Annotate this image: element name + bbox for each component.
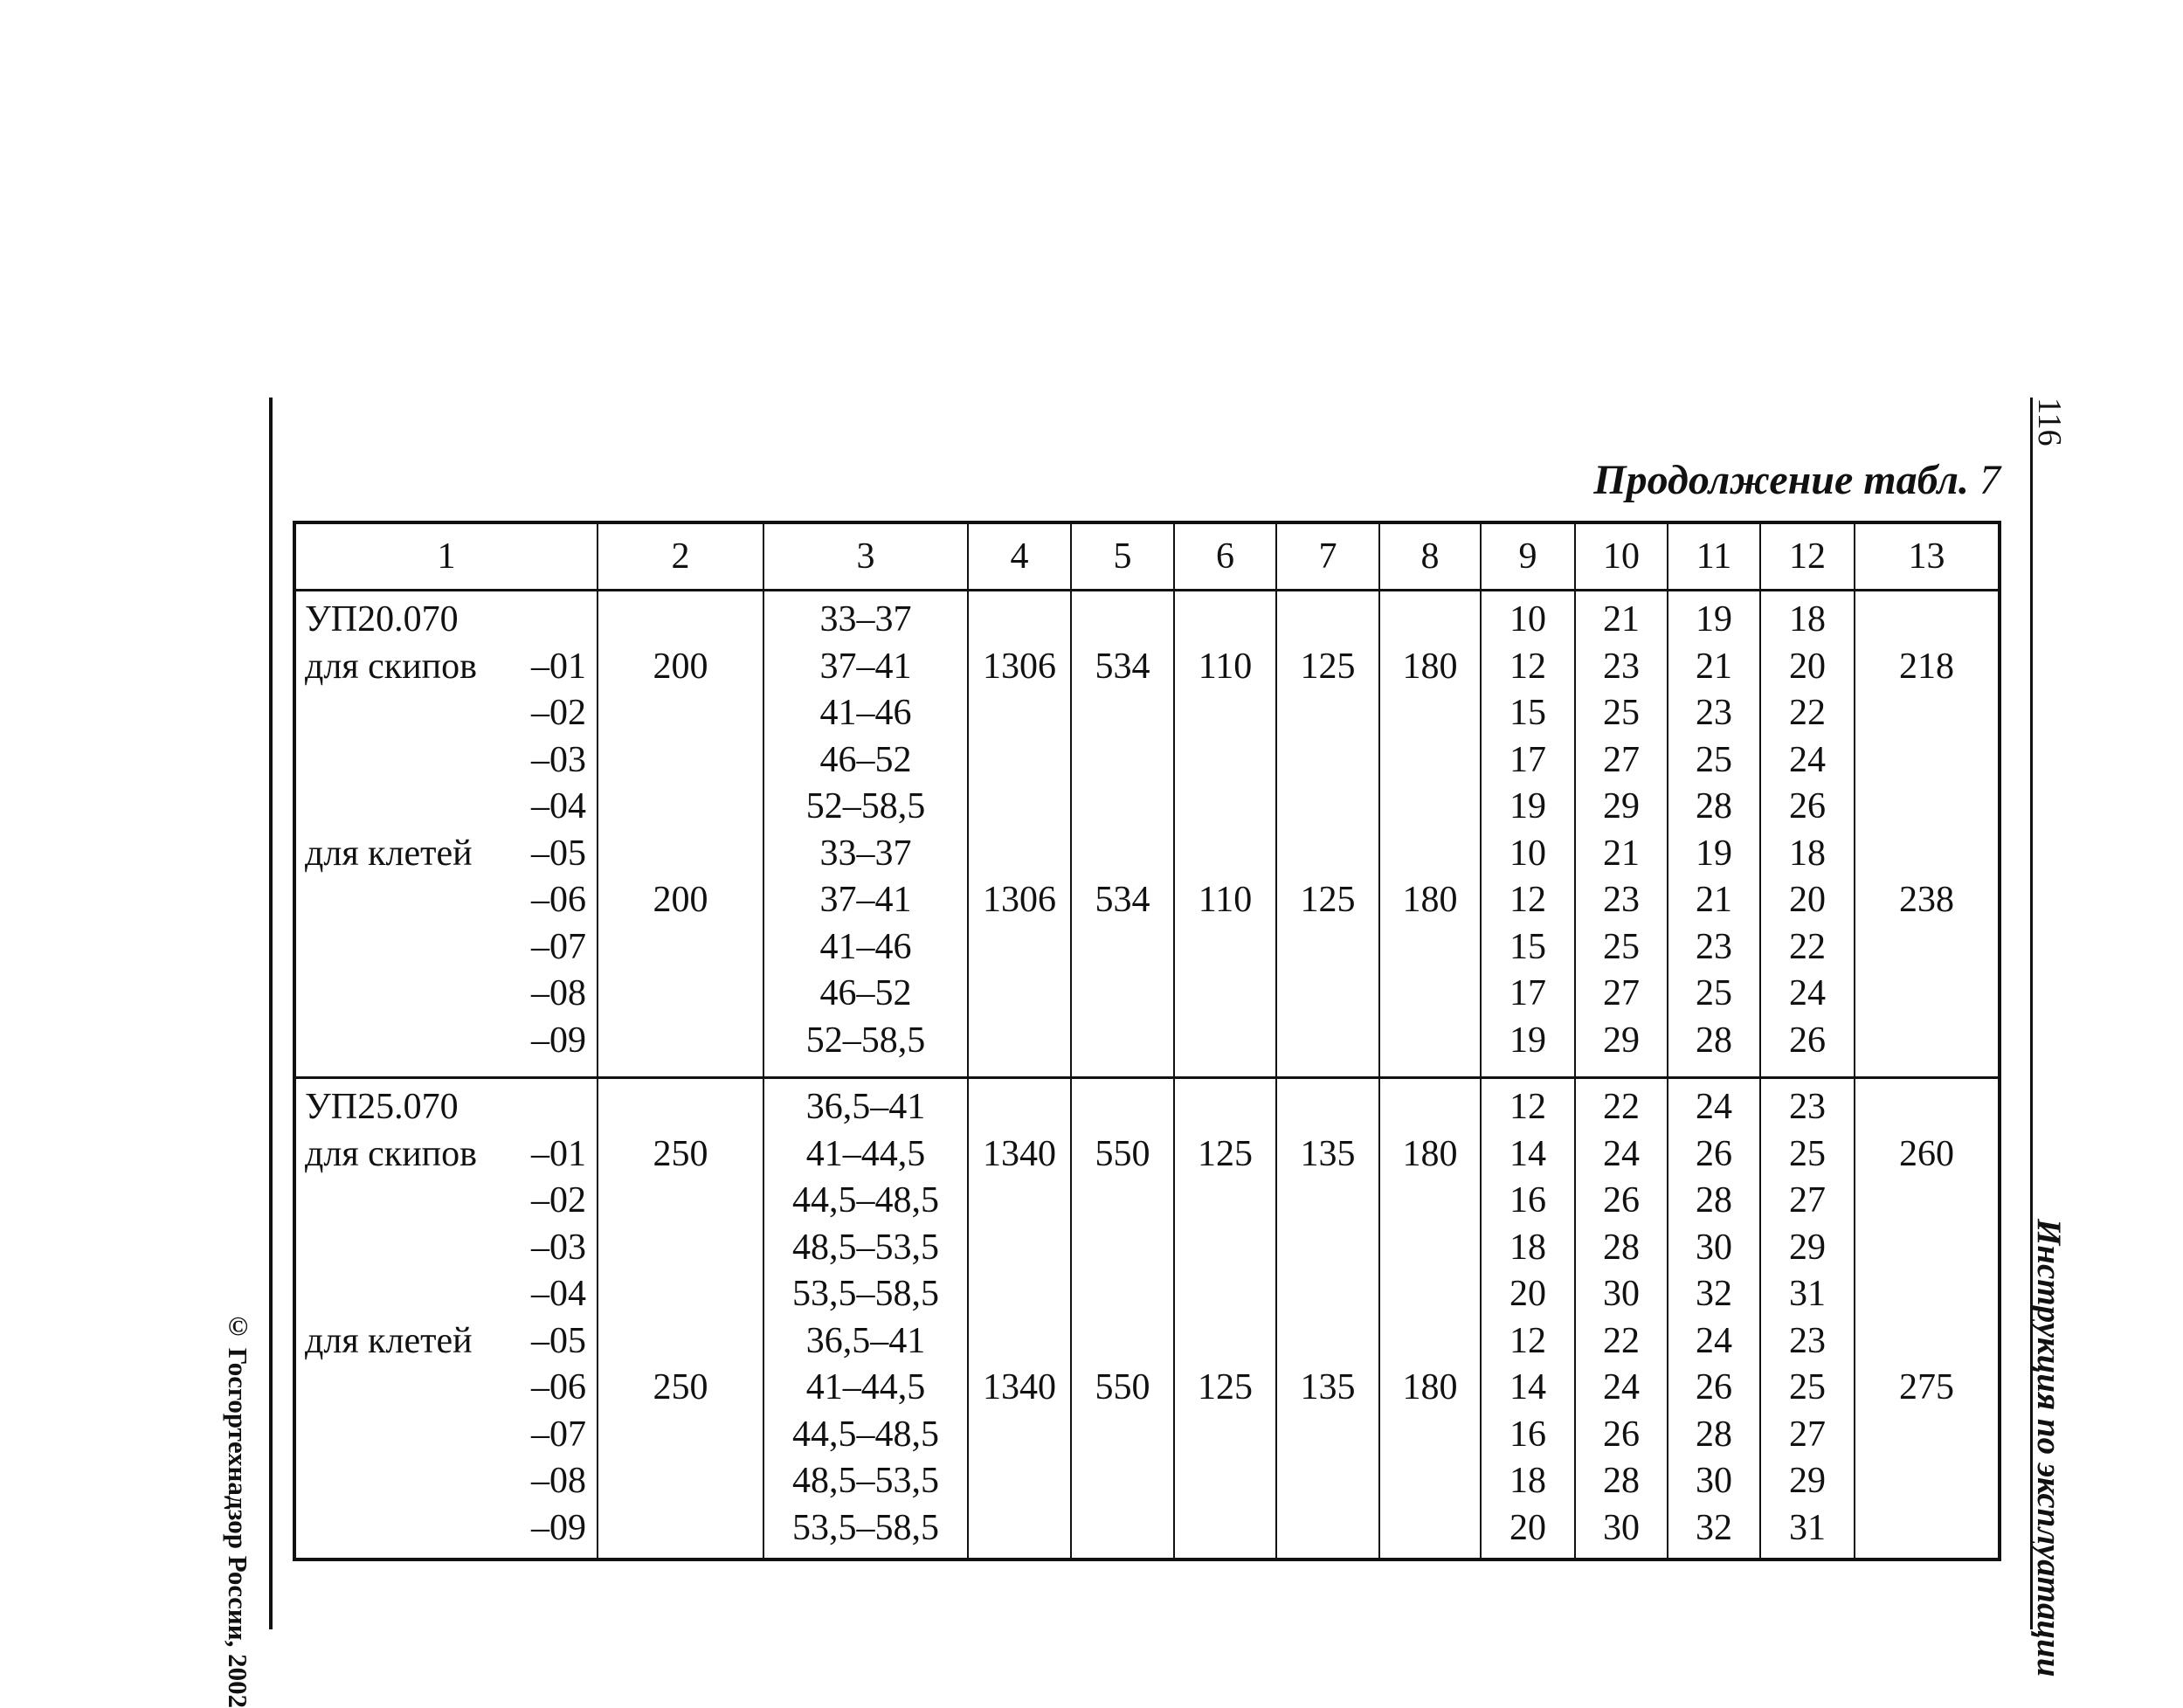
list-item — [296, 1225, 597, 1271]
cell-c6 — [1174, 1078, 1276, 1560]
list-item — [296, 784, 597, 830]
list-item — [296, 1131, 597, 1178]
cell-value: 18 — [1789, 599, 1826, 640]
cell-value: 17 — [1509, 973, 1546, 1013]
group-value: 125 — [1198, 1133, 1253, 1174]
item-label: УП25.070 — [305, 1087, 459, 1127]
cell-c1 — [294, 1078, 598, 1560]
cell-value: 30 — [1696, 1227, 1732, 1268]
cell-value: 25 — [1603, 926, 1640, 967]
group-value: 125 — [1198, 1367, 1253, 1407]
header-col-1: 1 — [294, 522, 598, 591]
cell-c2 — [598, 1078, 763, 1560]
cell-value: 32 — [1696, 1274, 1732, 1314]
group-value: 180 — [1402, 880, 1458, 920]
cell-value: 30 — [1696, 1461, 1732, 1501]
header-col-11: 11 — [1668, 522, 1760, 591]
cell-value: 21 — [1603, 833, 1640, 874]
item-label: УП20.070 — [305, 599, 459, 640]
group-value: 180 — [1402, 1133, 1458, 1174]
cell-value: 28 — [1696, 1180, 1732, 1220]
list-item — [296, 831, 597, 877]
group-value: 275 — [1899, 1367, 1954, 1407]
cell-value: 31 — [1789, 1507, 1826, 1548]
group-value: 550 — [1095, 1133, 1150, 1174]
table-block — [294, 1078, 2000, 1560]
item-code: –04 — [531, 1274, 586, 1314]
item-code: –02 — [531, 1180, 586, 1220]
cell-value: 24 — [1696, 1320, 1732, 1361]
cell-value: 14 — [1509, 1133, 1546, 1174]
cell-value: 28 — [1696, 1414, 1732, 1455]
copyright-note: © Госгортехнадзор России, 2002 — [223, 1310, 253, 1708]
cell-c12 — [1760, 1078, 1855, 1560]
cell-value: 26 — [1696, 1367, 1732, 1407]
cell-value: 52–58,5 — [805, 786, 926, 826]
cell-value: 18 — [1509, 1227, 1546, 1268]
cell-value: 23 — [1603, 880, 1640, 920]
item-label: для скипов — [305, 646, 477, 687]
cell-c3 — [763, 591, 968, 1078]
item-code: –08 — [531, 973, 586, 1013]
cell-c11 — [1668, 1078, 1760, 1560]
cell-c8 — [1379, 591, 1481, 1078]
cell-value: 21 — [1696, 880, 1732, 920]
cell-value: 28 — [1603, 1461, 1640, 1501]
left-margin-rule — [269, 398, 273, 1629]
cell-value: 20 — [1789, 880, 1826, 920]
group-value: 260 — [1899, 1133, 1954, 1174]
group-value: 1340 — [983, 1367, 1056, 1407]
cell-value: 26 — [1789, 1020, 1826, 1061]
group-value: 534 — [1095, 880, 1150, 920]
group-value: 238 — [1899, 880, 1954, 920]
item-code: –04 — [531, 786, 586, 826]
cell-value: 48,5–53,5 — [792, 1227, 939, 1268]
list-item — [296, 1412, 597, 1458]
cell-value: 25 — [1696, 973, 1732, 1013]
cell-value: 36,5–41 — [805, 1320, 926, 1361]
cell-c5 — [1071, 591, 1174, 1078]
group-value: 125 — [1300, 646, 1356, 687]
cell-value: 26 — [1696, 1133, 1732, 1174]
cell-c10 — [1575, 591, 1668, 1078]
cell-value: 33–37 — [819, 833, 912, 874]
cell-value: 18 — [1789, 833, 1826, 874]
header-col-8: 8 — [1379, 522, 1481, 591]
cell-value: 21 — [1696, 646, 1732, 687]
group-value: 534 — [1095, 646, 1150, 687]
data-table — [293, 521, 2001, 1561]
item-code: –09 — [531, 1507, 586, 1548]
caption-table-number: 7 — [1979, 457, 2000, 503]
item-code: –05 — [531, 1320, 586, 1361]
cell-value: 29 — [1603, 1020, 1640, 1061]
cell-value: 25 — [1789, 1133, 1826, 1174]
list-item — [296, 1365, 597, 1411]
header-col-9: 9 — [1481, 522, 1575, 591]
cell-c9 — [1481, 1078, 1575, 1560]
header-col-13: 13 — [1855, 522, 2000, 591]
cell-value: 36,5–41 — [805, 1087, 926, 1127]
list-item — [296, 644, 597, 690]
list-item — [296, 924, 597, 971]
cell-value: 19 — [1509, 1020, 1546, 1061]
cell-value: 29 — [1789, 1461, 1826, 1501]
cell-c2 — [598, 591, 763, 1078]
item-label: для скипов — [305, 1133, 477, 1174]
cell-c7 — [1276, 1078, 1379, 1560]
header-col-3: 3 — [763, 522, 968, 591]
group-value: 218 — [1899, 646, 1954, 687]
table-caption — [1398, 456, 2000, 504]
cell-value: 10 — [1509, 599, 1546, 640]
header-col-2: 2 — [598, 522, 763, 591]
header-col-12: 12 — [1760, 522, 1855, 591]
list-item — [296, 1271, 597, 1317]
header-col-6: 6 — [1174, 522, 1276, 591]
cell-value: 28 — [1696, 1020, 1732, 1061]
header-col-10: 10 — [1575, 522, 1668, 591]
item-code: –03 — [531, 739, 586, 780]
list-item — [296, 1018, 597, 1064]
item-code: –03 — [531, 1227, 586, 1268]
cell-c9 — [1481, 591, 1575, 1078]
header-row — [294, 522, 2000, 591]
list-item — [296, 1084, 597, 1131]
cell-value: 27 — [1603, 973, 1640, 1013]
page-number: 116 — [2031, 398, 2068, 446]
cell-value: 18 — [1509, 1461, 1546, 1501]
group-value: 110 — [1198, 646, 1253, 687]
cell-value: 24 — [1603, 1367, 1640, 1407]
cell-c5 — [1071, 1078, 1174, 1560]
group-value: 1306 — [983, 646, 1056, 687]
cell-value: 46–52 — [819, 973, 912, 1013]
group-value: 125 — [1300, 880, 1356, 920]
group-value: 110 — [1198, 880, 1253, 920]
cell-value: 28 — [1603, 1227, 1640, 1268]
cell-c6 — [1174, 591, 1276, 1078]
cell-c7 — [1276, 591, 1379, 1078]
cell-c10 — [1575, 1078, 1668, 1560]
cell-value: 25 — [1696, 739, 1732, 780]
list-item — [296, 877, 597, 923]
list-item — [296, 690, 597, 736]
cell-value: 30 — [1603, 1274, 1640, 1314]
cell-value: 22 — [1603, 1087, 1640, 1127]
cell-value: 29 — [1603, 786, 1640, 826]
cell-value: 17 — [1509, 739, 1546, 780]
group-value: 200 — [653, 646, 708, 687]
cell-value: 20 — [1789, 646, 1826, 687]
list-item — [296, 971, 597, 1017]
item-label: для клетей — [305, 833, 473, 874]
cell-value: 12 — [1509, 646, 1546, 687]
cell-value: 16 — [1509, 1180, 1546, 1220]
cell-value: 52–58,5 — [805, 1020, 926, 1061]
group-value: 250 — [653, 1367, 708, 1407]
running-title: Инструкция по эксплуатации — [2030, 1219, 2068, 1677]
cell-value: 24 — [1789, 739, 1826, 780]
group-value: 1340 — [983, 1133, 1056, 1174]
cell-value: 25 — [1603, 693, 1640, 733]
list-item — [296, 597, 597, 643]
cell-c4 — [968, 1078, 1071, 1560]
cell-c13 — [1855, 1078, 2000, 1560]
cell-value: 24 — [1603, 1133, 1640, 1174]
cell-value: 31 — [1789, 1274, 1826, 1314]
header-col-5: 5 — [1071, 522, 1174, 591]
cell-value: 16 — [1509, 1414, 1546, 1455]
cell-value: 23 — [1696, 926, 1732, 967]
cell-value: 23 — [1603, 646, 1640, 687]
cell-value: 37–41 — [819, 646, 912, 687]
item-code: –07 — [531, 926, 586, 967]
list-item — [296, 1318, 597, 1365]
group-value: 200 — [653, 880, 708, 920]
table-block — [294, 591, 2000, 1078]
cell-c1 — [294, 591, 598, 1078]
cell-value: 27 — [1789, 1414, 1826, 1455]
cell-value: 53,5–58,5 — [792, 1507, 939, 1548]
cell-value: 24 — [1789, 973, 1826, 1013]
header-col-7: 7 — [1276, 522, 1379, 591]
cell-c8 — [1379, 1078, 1481, 1560]
list-item — [296, 1505, 597, 1552]
cell-value: 19 — [1509, 786, 1546, 826]
cell-value: 44,5–48,5 — [792, 1414, 939, 1455]
cell-value: 23 — [1696, 693, 1732, 733]
cell-c11 — [1668, 591, 1760, 1078]
item-code: –05 — [531, 833, 586, 874]
item-code: –09 — [531, 1020, 586, 1061]
cell-value: 12 — [1509, 1320, 1546, 1361]
item-code: –02 — [531, 693, 586, 733]
cell-value: 19 — [1696, 599, 1732, 640]
item-code: –08 — [531, 1461, 586, 1501]
cell-value: 23 — [1789, 1320, 1826, 1361]
cell-value: 24 — [1696, 1087, 1732, 1127]
list-item — [296, 1458, 597, 1504]
cell-c12 — [1760, 591, 1855, 1078]
cell-value: 22 — [1789, 926, 1826, 967]
cell-value: 25 — [1789, 1367, 1826, 1407]
cell-value: 32 — [1696, 1507, 1732, 1548]
cell-value: 20 — [1509, 1274, 1546, 1314]
cell-value: 46–52 — [819, 739, 912, 780]
cell-value: 30 — [1603, 1507, 1640, 1548]
cell-value: 22 — [1603, 1320, 1640, 1361]
cell-value: 15 — [1509, 693, 1546, 733]
list-item — [296, 737, 597, 784]
group-value: 1306 — [983, 880, 1056, 920]
group-value: 180 — [1402, 646, 1458, 687]
cell-value: 19 — [1696, 833, 1732, 874]
item-code: –06 — [531, 1367, 586, 1407]
cell-value: 27 — [1603, 739, 1640, 780]
list-item — [296, 1178, 597, 1224]
cell-value: 20 — [1509, 1507, 1546, 1548]
group-value: 135 — [1300, 1133, 1356, 1174]
cell-value: 41–44,5 — [805, 1133, 926, 1174]
item-code: –01 — [531, 646, 586, 687]
cell-c13 — [1855, 591, 2000, 1078]
cell-value: 28 — [1696, 786, 1732, 826]
cell-value: 26 — [1789, 786, 1826, 826]
cell-value: 37–41 — [819, 880, 912, 920]
group-value: 250 — [653, 1133, 708, 1174]
cell-value: 27 — [1789, 1180, 1826, 1220]
cell-value: 14 — [1509, 1367, 1546, 1407]
cell-value: 23 — [1789, 1087, 1826, 1127]
cell-value: 48,5–53,5 — [792, 1461, 939, 1501]
cell-value: 41–46 — [819, 693, 912, 733]
cell-value: 26 — [1603, 1414, 1640, 1455]
item-code: –01 — [531, 1133, 586, 1174]
cell-c3 — [763, 1078, 968, 1560]
cell-value: 12 — [1509, 1087, 1546, 1127]
cell-value: 22 — [1789, 693, 1826, 733]
cell-value: 15 — [1509, 926, 1546, 967]
cell-value: 26 — [1603, 1180, 1640, 1220]
caption-prefix: Продолжение табл. — [1593, 457, 1969, 503]
group-value: 550 — [1095, 1367, 1150, 1407]
item-label: для клетей — [305, 1320, 473, 1361]
cell-value: 12 — [1509, 880, 1546, 920]
cell-c4 — [968, 591, 1071, 1078]
cell-value: 53,5–58,5 — [792, 1274, 939, 1314]
group-value: 135 — [1300, 1367, 1356, 1407]
cell-value: 41–44,5 — [805, 1367, 926, 1407]
header-col-4: 4 — [968, 522, 1071, 591]
cell-value: 33–37 — [819, 599, 912, 640]
group-value: 180 — [1402, 1367, 1458, 1407]
cell-value: 44,5–48,5 — [792, 1180, 939, 1220]
item-code: –06 — [531, 880, 586, 920]
cell-value: 10 — [1509, 833, 1546, 874]
cell-value: 29 — [1789, 1227, 1826, 1268]
item-code: –07 — [531, 1414, 586, 1455]
cell-value: 41–46 — [819, 926, 912, 967]
cell-value: 21 — [1603, 599, 1640, 640]
